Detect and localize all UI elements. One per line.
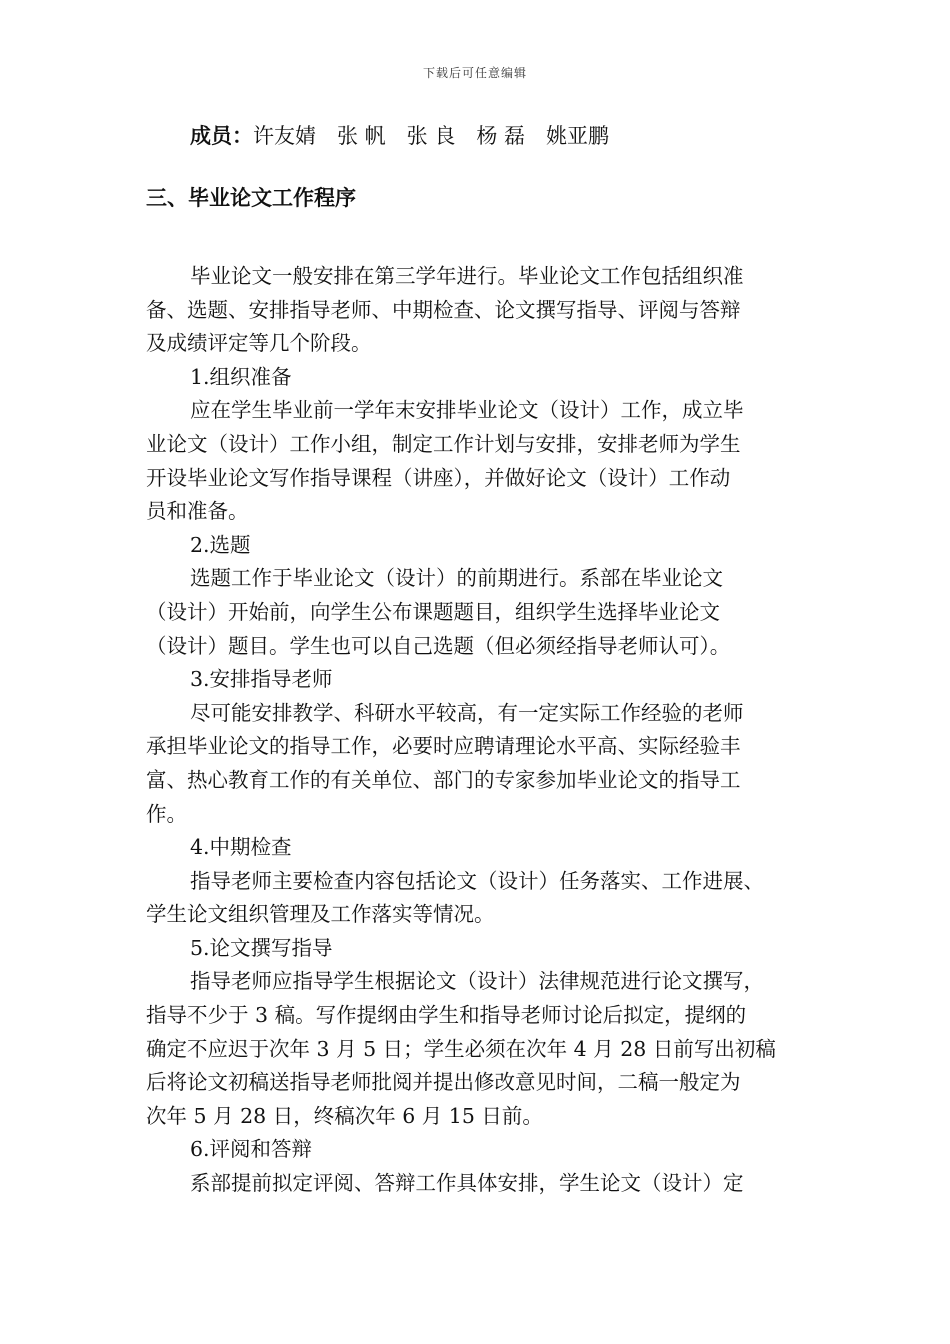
paragraph-line: 选题工作于毕业论文（设计）的前期进行。系部在毕业论文 <box>190 566 723 591</box>
members-line <box>190 120 609 152</box>
paragraph-line: 及成绩评定等几个阶段。 <box>146 331 372 356</box>
body-text <box>146 260 826 1201</box>
subsection-heading: 5.论文撰写指导 <box>190 935 333 960</box>
paragraph-line: 毕业论文一般安排在第三学年进行。毕业论文工作包括组织准 <box>190 264 744 288</box>
subsection-heading: 3.安排指导老师 <box>190 667 333 692</box>
subsection-heading: 1.组织准备 <box>190 364 292 389</box>
paragraph-line: 次年 5 月 28 日，终稿次年 6 月 15 日前。 <box>146 1103 543 1128</box>
paragraph-line: 员和准备。 <box>146 499 249 524</box>
paragraph-line: 备、选题、安排指导老师、中期检查、论文撰写指导、评阅与答辩 <box>146 297 741 322</box>
paragraph-line: 指导老师主要检查内容包括论文（设计）任务落实、工作进展、 <box>190 868 764 893</box>
paragraph-line: 指导老师应指导学生根据论文（设计）法律规范进行论文撰写， <box>190 969 764 994</box>
paragraph-line: 应在学生毕业前一学年末安排毕业论文（设计）工作，成立毕 <box>190 398 744 423</box>
paragraph-line: 尽可能安排教学、科研水平较高，有一定实际工作经验的老师 <box>190 700 744 725</box>
paragraph-line: 系部提前拟定评阅、答辩工作具体安排，学生论文（设计）定 <box>190 1171 744 1196</box>
subsection-heading: 4.中期检查 <box>190 835 292 860</box>
subsection-heading: 6.评阅和答辩 <box>190 1137 313 1162</box>
paragraph-line: 确定不应迟于次年 3 月 5 日；学生必须在次年 4 月 28 日前写出初稿 <box>146 1036 776 1061</box>
members-names: 许友婧 张 帆 张 良 杨 磊 姚亚鹏 <box>253 124 610 148</box>
paragraph-line: 富、热心教育工作的有关单位、部门的专家参加毕业论文的指导工 <box>146 767 741 792</box>
paragraph-line: （设计）开始前，向学生公布课题题目，组织学生选择毕业论文 <box>146 599 720 624</box>
paragraph-line: 指导不少于 3 稿。写作提纲由学生和指导老师讨论后拟定，提纲的 <box>146 1003 747 1028</box>
paragraph-line: 业论文（设计）工作小组，制定工作计划与安排，安排老师为学生 <box>146 431 741 456</box>
paragraph-line: 承担毕业论文的指导工作，必要时应聘请理论水平高、实际经验丰 <box>146 734 741 759</box>
paragraph-line: 后将论文初稿送指导老师批阅并提出修改意见时间，二稿一般定为 <box>146 1070 741 1095</box>
section-title: 三、毕业论文工作程序 <box>146 186 356 210</box>
subsection-heading: 2.选题 <box>190 532 251 557</box>
members-label: 成员： <box>190 124 253 148</box>
paragraph-line: 作。 <box>146 801 187 826</box>
download-watermark: 下载后可任意编辑 <box>422 66 527 80</box>
paragraph-line: （设计）题目。学生也可以自己选题（但必须经指导老师认可）。 <box>146 633 731 658</box>
paragraph-line: 开设毕业论文写作指导课程（讲座），并做好论文（设计）工作动 <box>146 465 731 490</box>
paragraph-line: 学生论文组织管理及工作落实等情况。 <box>146 902 495 927</box>
